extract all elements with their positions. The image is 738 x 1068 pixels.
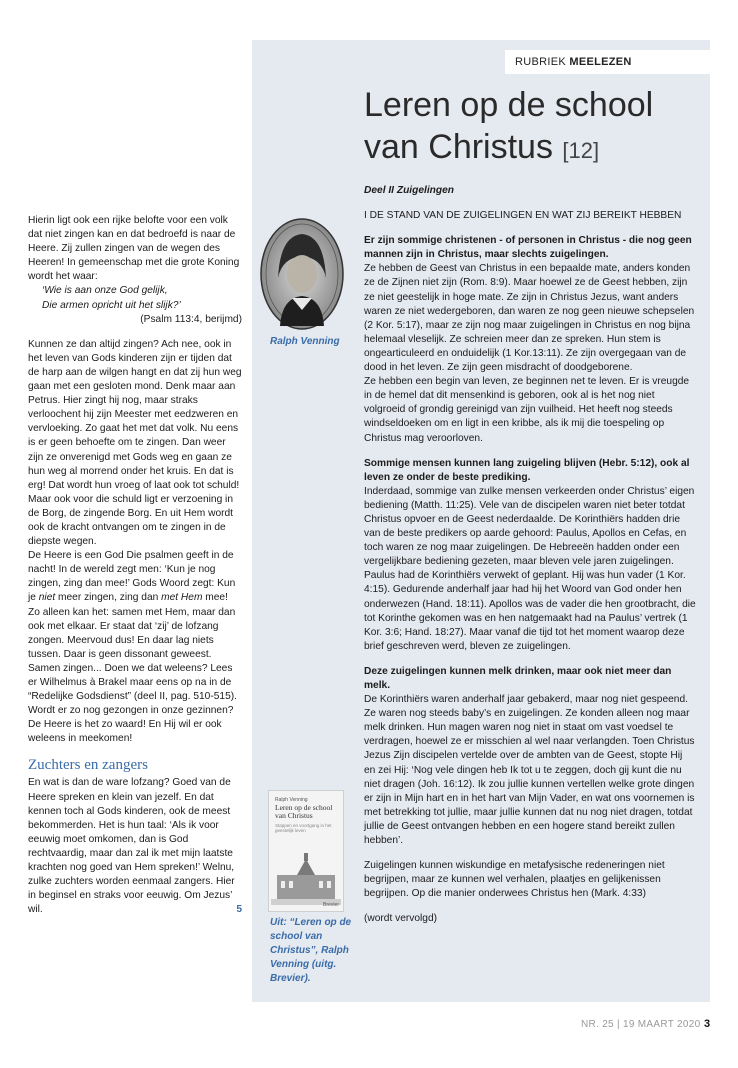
- section-heading: I DE STAND VAN DE ZUIGELINGEN EN WAT ZIJ BEREIKT HEBBEN: [364, 210, 682, 222]
- portrait-caption: Ralph Venning: [270, 336, 340, 347]
- wordt-vervolgd: (wordt vervolgd): [364, 913, 438, 925]
- paragraph-3: Inderdaad, sommige van zulke mensen verkeerden onder Christus’ eigen bediening (Matth. 11:25). Vele van de discipelen waren niet beter totdat Christus opvoer en de Geest nederdaalde. De Korinthiërs hadden drie van de beste predikers op aarde gehoord: Paulus, Apollos en Cefas, en toch waren ze nog maar zuigelingen. De Hebreeën hadden onder een vergelijkbare bediening gezeten, maar bleven vele jaren zuigelingen. Paulus had de Korinthiërs verwekt of geplant. Hij was hun vader (1 Kor. 4:15). Gedurende anderhalf jaar had hij het Woord van God onder hen onderwezen (Hand. 18:11). Apollos was de vader die hen grootbracht, die tot Korinthe gekomen was en hen natgemaakt had na Paulus’ vertrek (1 Kor. 3:6; Hand. 18:27). Maar vanaf die tijd tot het moment waarop deze brief geschreven werd, bleven ze zuigelingen.: [364, 485, 696, 652]
- title-line-1: Leren op de school: [364, 86, 654, 124]
- paragraph-5: Zuigelingen kunnen wiskundige en metafysische redeneringen niet begrijpen, maar ze kunnen wel verhalen, plaatjes en gelijkenissen begrijpen. Op die manier onderwees Christus hen (Mark. 4:33): [364, 860, 665, 900]
- paragraph-1: Ze hebben de Geest van Christus in een bepaalde mate, anders konden ze de Zijnen niet zijn (Rom. 8:9). Maar hoewel ze de Geest hebben, zijn ze niet geestelijk in hoge mate. Ze zijn in Christus Jezus, want anders waren ze niet wedergeboren, dan waren ze nog geen nieuwe schepselen (2 Kor. 5:17), maar ze zijn nog maar zuigelingen in Christus en nog bijna helemaal vleselijk. Ze schreien meer dan ze spreken. Hun stem is ongearticuleerd en onduidelijk (1 Kor.13:11). Ze zijn overgegaan van de dood in het leven. Ze zijn geen misdracht of doodgeborene.: [364, 263, 695, 374]
- book-author: Ralph Venning: [275, 797, 308, 803]
- left-paragraph-3: De Heere is een God Die psalmen geeft in de nacht! In de wereld zegt men: ‘Kun je nog zingen, zing dan mee!’ Gods Woord zegt: Kun je niet meer zingen, zing dan met Hem mee!: [28, 550, 236, 604]
- title-line-2: van Christus: [364, 128, 553, 166]
- article-title: [364, 84, 704, 172]
- left-column: [28, 214, 242, 917]
- book-caption: Uit: “Leren op de school van Christus”, Ralph Venning (uitg. Brevier).: [270, 917, 352, 984]
- lead-1: Er zijn sommige christenen - of personen in Christus - die nog geen mannen zijn in Christus, maar slechts zuigelingen.: [364, 235, 692, 261]
- left-paragraph-2: Kunnen ze dan altijd zingen? Ach nee, ook in het leven van Gods kinderen zijn er tijden dat de harp aan de wilgen hangt en dat zij hun weg gaan met een gesloten mond. Denk maar aan Petrus. Hier zingt hij nog, maar straks verloochent hij zijn Meester met eedzweren en vervloeking. Zo gaat het met dat volk. Nu eens is er geen behoefte om te zingen. Dan weer zijn ze onverenigd met Gods weg en gaan ze hun weg al morrend onder het kruis. En dat is erg! Dat wordt hun vroeg of laat ook tot schuld! Maar ook voor die schuld ligt er verzoening in de Borg, de zingende Borg. En uit Hem wordt ook de kracht ontvangen om te zingen in de diepste wegen.: [28, 338, 242, 548]
- main-column: [364, 184, 696, 927]
- rubriek-name: MEELEZEN: [569, 56, 632, 68]
- left-subheading: Zuchters en zangers: [28, 757, 148, 774]
- book-title: Leren op de school van Christus: [275, 803, 333, 820]
- quote-line-1: ‘Wie is aan onze God gelijk,: [42, 285, 168, 297]
- deel-heading: Deel II Zuigelingen: [364, 185, 455, 196]
- page-number: 3: [704, 1018, 711, 1030]
- lead-3: Deze zuigelingen kunnen melk drinken, maar ook niet meer dan melk.: [364, 665, 672, 691]
- rubriek-label: [505, 50, 710, 74]
- paragraph-2: Ze hebben een begin van leven, ze beginnen net te leven. Er is vreugde in de hemel dat dit mensenkind is geboren, ook al is het nog niet volgroeid of grondig gereinigd van zijn vuilheid. Het heeft nog steeds windseldoeken om en ligt in een kribbe, als ik mij die toespeling op Christus mag veroorloven.: [364, 376, 690, 444]
- title-number: [12]: [562, 138, 600, 163]
- rubriek-prefix: RUBRIEK: [515, 56, 566, 68]
- book-publisher: Brevier: [323, 902, 339, 908]
- quote-reference: (Psalm 113:4, berijmd): [140, 313, 242, 325]
- book-subtitle: Stappen en voortgang in het geestelijk leven: [275, 823, 332, 833]
- lead-2: Sommige mensen kunnen lang zuigeling blijven (Hebr. 5:12), ook al leven ze onder de beste prediking.: [364, 457, 690, 483]
- issue-footer: NR. 25 | 19 MAART 2020: [581, 1019, 701, 1030]
- left-paragraph-4: Zo alleen kan het: samen met Hem, maar dan ook met elkaar. Er staat dat ‘zij’ de lofzang zongen. Meervoud dus! En daar lag niets tussen. Daar is geen dissonant geweest. Samen zingen... Doen we dat weleens? Lees er Wilhelmus à Brakel maar eens op na in de “Redelijke Godsdienst” (deel II, pag. 510-515). Wordt er zo nog gezongen in onze gezinnen? De Heere is het zo waard! En Hij wil er ook weleens in meekomen!: [28, 606, 237, 745]
- left-paragraph-1: Hierin ligt ook een rijke belofte voor een volk dat niet zingen kan en dat bedroefd is naar de Heere. Zij zullen zingen van de wegen des Heeren! In gemeenschap met die grote Koning wordt het waar:: [28, 215, 240, 283]
- quote-line-2: Die armen opricht uit het slijk?’: [42, 299, 181, 311]
- end-mark-icon: 5: [236, 904, 242, 916]
- left-paragraph-5: En wat is dan de ware lofzang? Goed van de Heere spreken en klein van jezelf. En dat kennen toch al Gods kinderen, ook de meest bekommerden. Het is hun taal: ‘Als ik voor eeuwig moet omkomen, dan is God rechtvaardig, maar dan zal ik met mijn laatste krachten nog goed van Hem spreken!’ Welnu, zulke zuchters worden eenmaal zangers. Hier in beginsel en straks voor eeuwig. Om Jezus’ wil. 5: [28, 776, 242, 917]
- book-building-image: [271, 849, 341, 905]
- book-cover: [268, 790, 344, 912]
- paragraph-4: De Korinthiërs waren anderhalf jaar gebakerd, maar nog niet gespeend. Ze waren nog steeds baby’s en zuigelingen. Ze konden alleen nog maar melk drinken. Hun magen waren nog niet in staat om vast voedsel te verdragen, hoewel ze er misschien al wel naar verlangden. Toen Christus Jezus Zijn discipelen vertelde over de ambten van de Geest, stopte Hij en zei Hij: ‘Nog vele dingen heb Ik tot u te zeggen, doch gij kunt die nu niet dragen (Joh. 16:12). Ik zou jullie kunnen vertellen welke grote dingen er zijn in Mijn hart en in het hart van Mijn Vader, en wat ons voornemen is met betrekking tot jullie, maar jullie kunnen dat nu nog niet dragen, totdat jullie de Geest ontvangen hebben en een hogere stand bereikt zullen hebben’.: [364, 694, 695, 847]
- portrait-ralph-venning: [260, 218, 344, 330]
